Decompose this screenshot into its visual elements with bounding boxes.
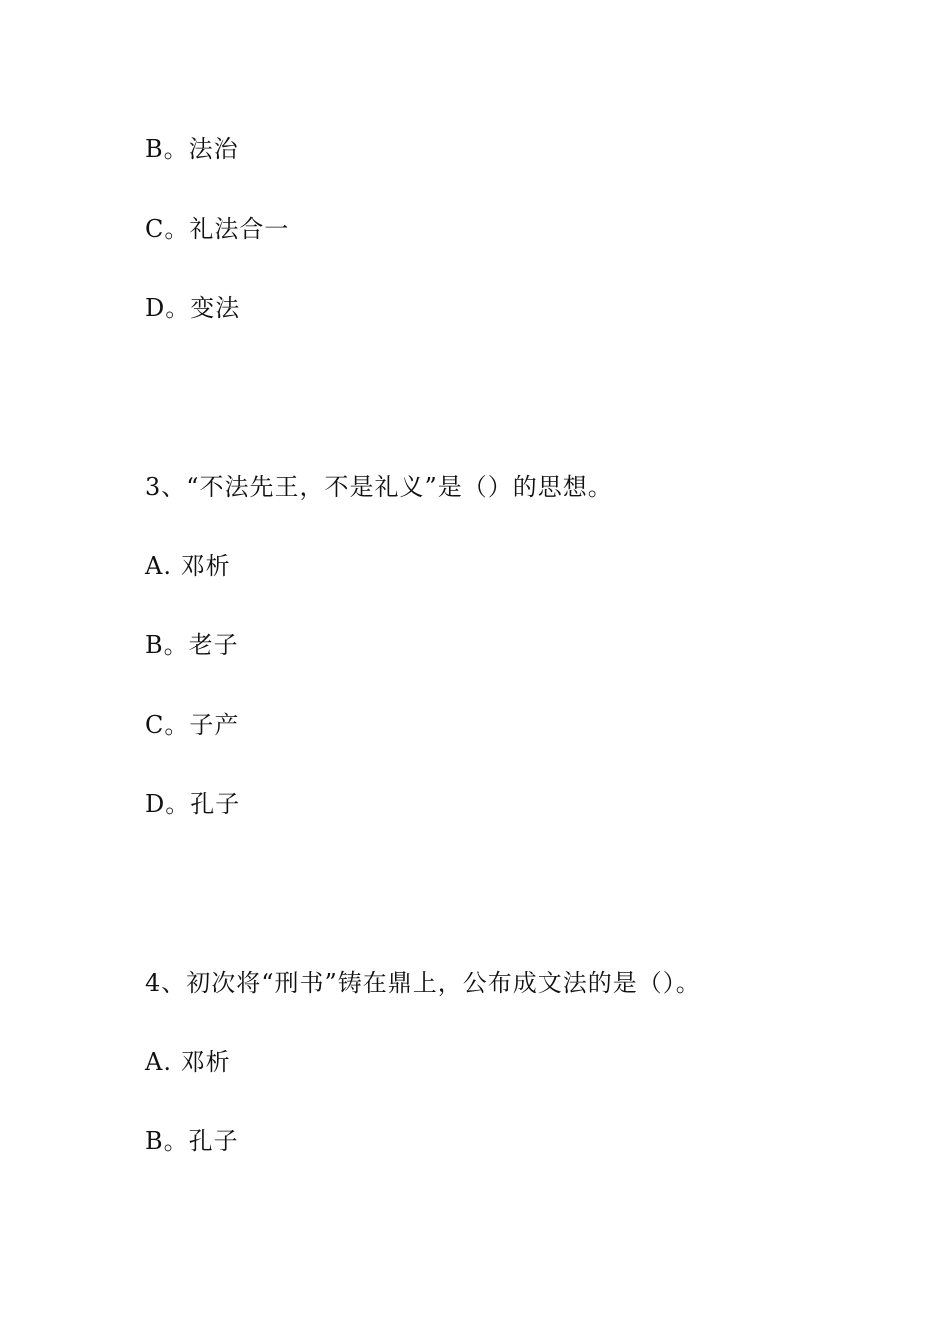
- option-item: C。子产: [145, 711, 240, 739]
- option-item: B。老子: [145, 631, 239, 659]
- question-text: 3、“不法先王，不是礼义”是（）的思想。: [145, 473, 613, 501]
- option-item: B。法治: [145, 135, 239, 163]
- option-item: B。孔子: [145, 1127, 239, 1155]
- option-item: A. 邓析: [145, 1048, 231, 1076]
- question-text: 4、初次将“刑书”铸在鼎上，公布成文法的是（）。: [145, 969, 701, 997]
- option-item: D。孔子: [145, 790, 241, 818]
- option-item: C。礼法合一: [145, 215, 290, 243]
- option-item: D。变法: [145, 294, 241, 322]
- option-item: A. 邓析: [145, 552, 231, 580]
